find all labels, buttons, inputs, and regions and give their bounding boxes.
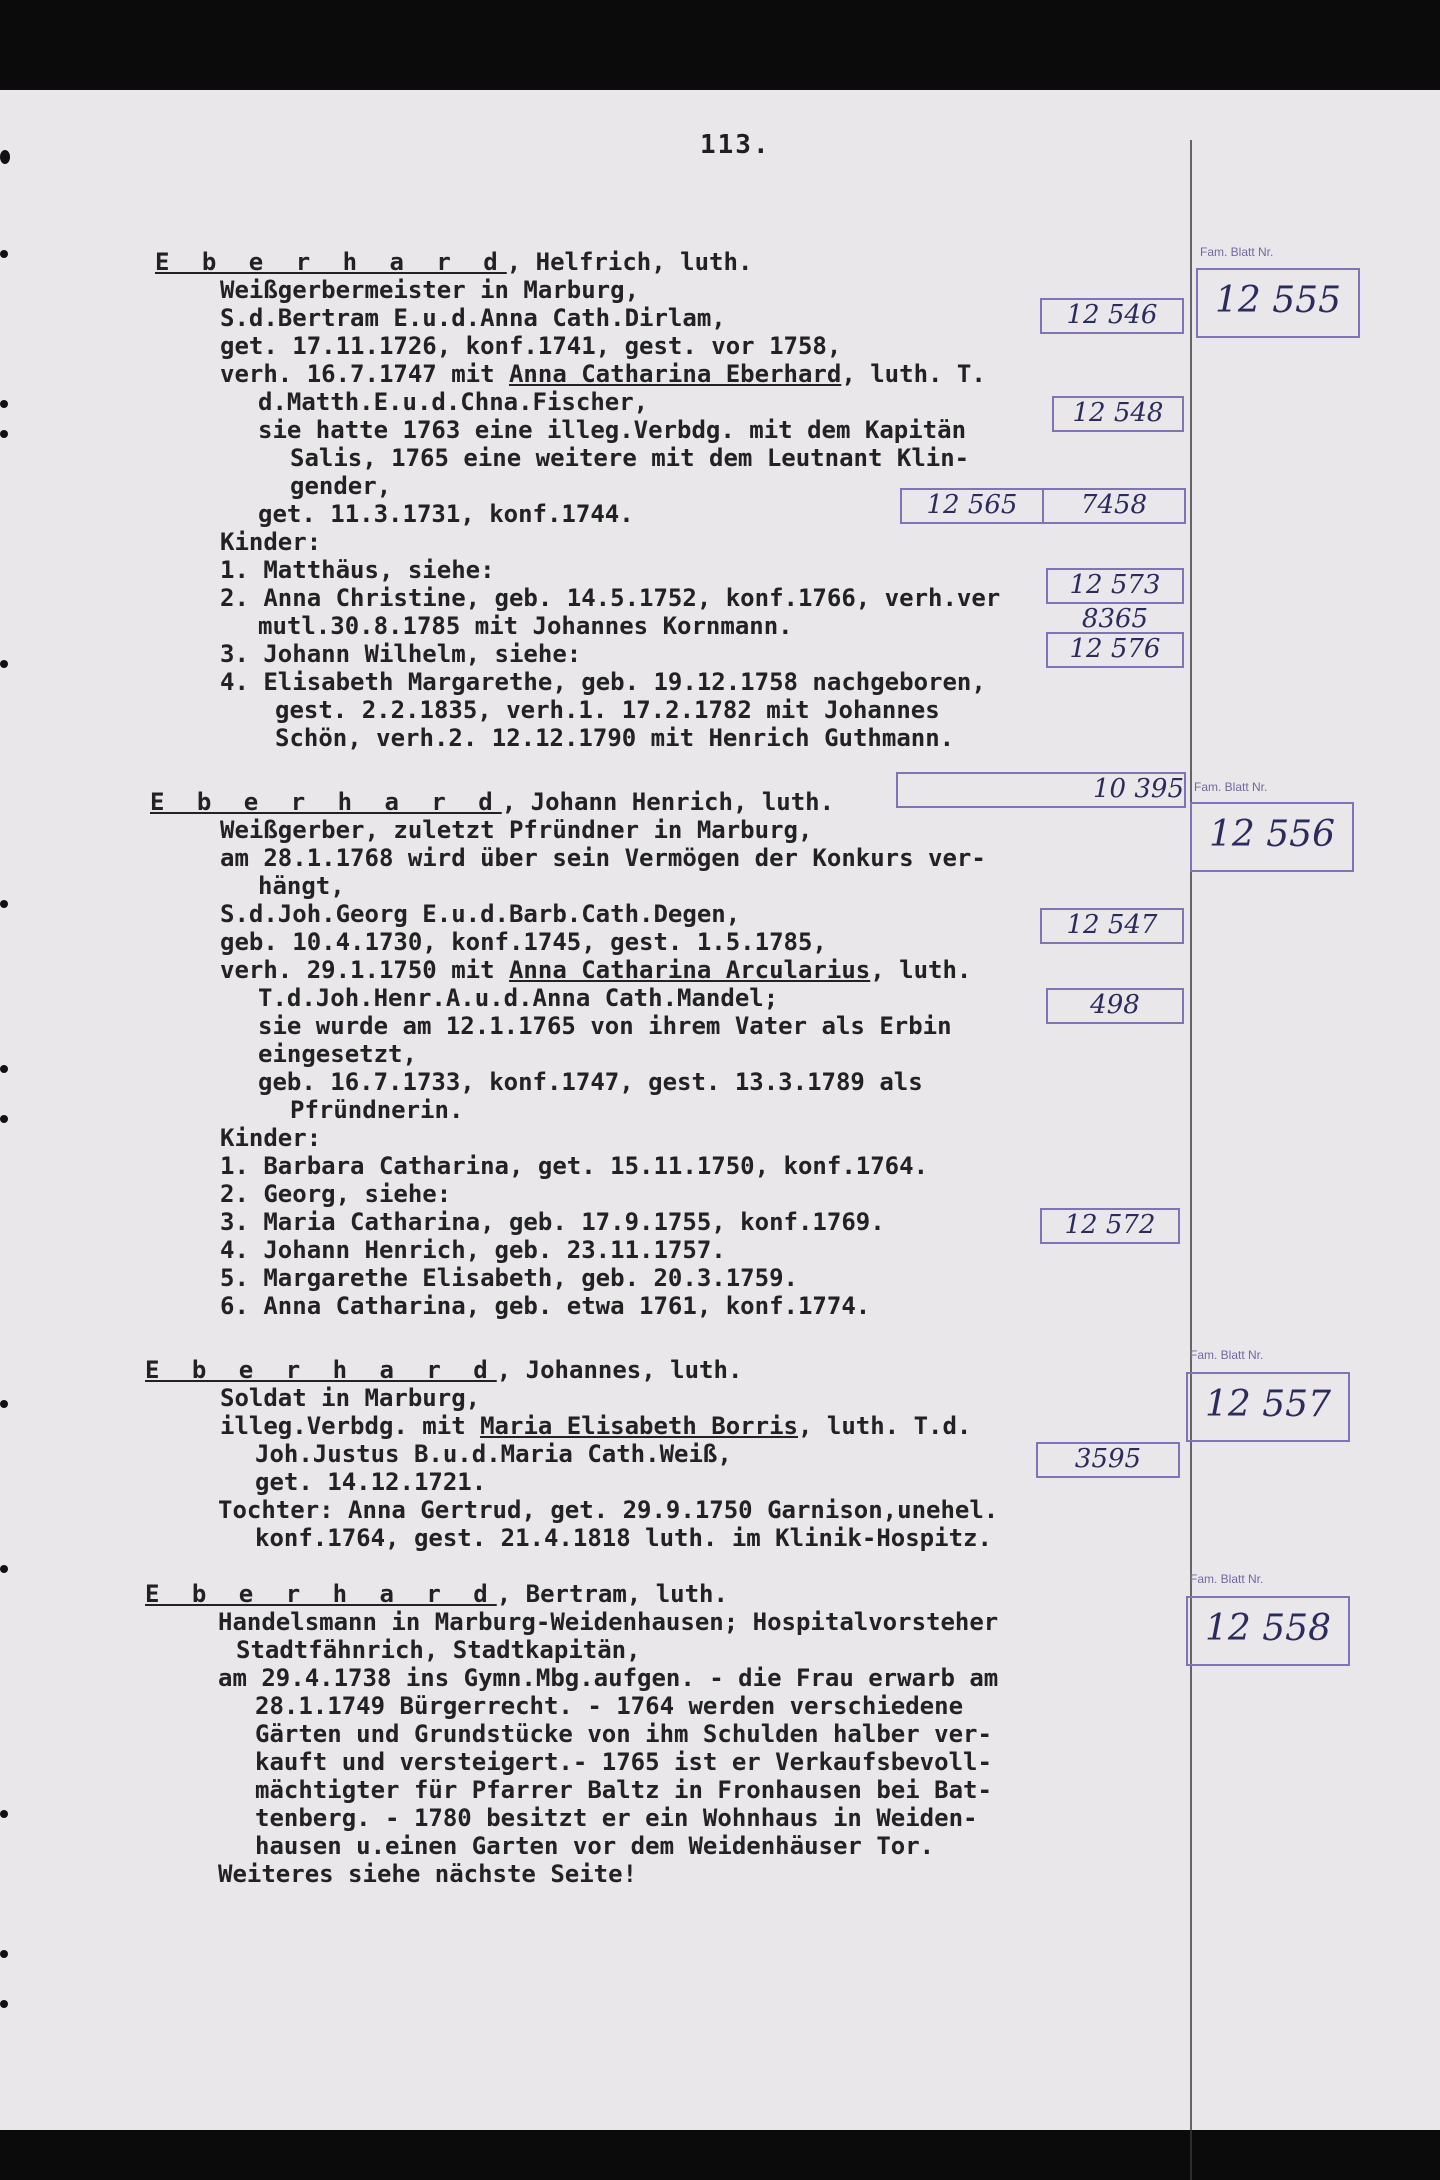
entry-line: Weißgerbermeister in Marburg,	[220, 276, 640, 304]
entry-line: verh. 16.7.1747 mit Anna Catharina Eberhard, luth. T.	[220, 360, 986, 388]
entry-line: get. 17.11.1726, konf.1741, gest. vor 1758,	[220, 332, 842, 360]
entry-line: am 28.1.1768 wird über sein Vermögen der Konkurs ver-	[220, 844, 986, 872]
entry-line: 1. Matthäus, siehe:	[220, 556, 495, 584]
family-sheet-label: Fam. Blatt Nr.	[1190, 1572, 1264, 1586]
entry-line: Pfründnerin.	[290, 1096, 464, 1124]
entry-line: 2. Georg, siehe:	[220, 1180, 452, 1208]
entry-line: geb. 10.4.1730, konf.1745, gest. 1.5.1785,	[220, 928, 827, 956]
entry-line: 3. Maria Catharina, geb. 17.9.1755, konf.1769.	[220, 1208, 885, 1236]
binder-hole	[0, 660, 8, 668]
binder-hole	[0, 2000, 8, 2008]
entry-line: Kinder:	[220, 1124, 322, 1152]
entry-line: Gärten und Grundstücke von ihm Schulden halber ver-	[255, 1720, 992, 1748]
entry-line: gest. 2.2.1835, verh.1. 17.2.1782 mit Johannes	[275, 696, 940, 724]
entry-line: 2. Anna Christine, geb. 14.5.1752, konf.1766, verh.ver	[220, 584, 1001, 612]
record-number-box: 12 565	[900, 488, 1044, 524]
record-number-box: 12 572	[1040, 1208, 1180, 1244]
family-sheet-number: 12 555	[1196, 268, 1360, 338]
entry-line: 3. Johann Wilhelm, siehe:	[220, 640, 582, 668]
entry-line: mächtigter für Pfarrer Baltz in Fronhausen bei Bat-	[255, 1776, 992, 1804]
entry-line: gender,	[290, 472, 392, 500]
entry-line: 4. Elisabeth Margarethe, geb. 19.12.1758 nachgeboren,	[220, 668, 986, 696]
record-number-box: 12 548	[1052, 396, 1184, 432]
document-page	[0, 90, 1440, 2130]
entry-line: 28.1.1749 Bürgerrecht. - 1764 werden verschiedene	[255, 1692, 964, 1720]
entry-line: geb. 16.7.1733, konf.1747, gest. 13.3.1789 als	[258, 1068, 923, 1096]
entry-line: get. 14.12.1721.	[255, 1468, 487, 1496]
entry-line: verh. 29.1.1750 mit Anna Catharina Arcularius, luth.	[220, 956, 972, 984]
record-number-box: 12 573	[1046, 568, 1184, 604]
record-number-box: 12 546	[1040, 298, 1184, 334]
entry-line: Weiteres siehe nächste Seite!	[218, 1860, 638, 1888]
entry-heading: E b e r h a r d, Bertram, luth.	[145, 1580, 728, 1608]
entry-line: konf.1764, gest. 21.4.1818 luth. im Klinik-Hospitz.	[255, 1524, 992, 1552]
margin-divider	[1190, 140, 1192, 2180]
binder-hole	[0, 150, 10, 164]
entry-line: get. 11.3.1731, konf.1744.	[258, 500, 634, 528]
entry-line: 6. Anna Catharina, geb. etwa 1761, konf.1774.	[220, 1292, 871, 1320]
binder-hole	[0, 900, 8, 908]
family-sheet-label: Fam. Blatt Nr.	[1194, 780, 1268, 794]
record-number-box: 3595	[1036, 1442, 1180, 1478]
binder-hole	[0, 1810, 8, 1818]
entry-line: S.d.Bertram E.u.d.Anna Cath.Dirlam,	[220, 304, 726, 332]
entry-line: Tochter: Anna Gertrud, get. 29.9.1750 Garnison,unehel.	[218, 1496, 999, 1524]
binder-hole	[0, 1115, 8, 1123]
entry-line: Joh.Justus B.u.d.Maria Cath.Weiß,	[255, 1440, 732, 1468]
entry-line: 4. Johann Henrich, geb. 23.11.1757.	[220, 1236, 726, 1264]
entry-line: illeg.Verbdg. mit Maria Elisabeth Borris, luth. T.d.	[220, 1412, 972, 1440]
entry-line: Weißgerber, zuletzt Pfründner in Marburg,	[220, 816, 813, 844]
binder-hole	[0, 1065, 8, 1073]
entry-heading: E b e r h a r d, Johann Henrich, luth.	[150, 788, 835, 816]
family-sheet-label: Fam. Blatt Nr.	[1200, 245, 1274, 259]
binder-hole	[0, 250, 8, 258]
entry-line: Soldat in Marburg,	[220, 1384, 481, 1412]
entry-line: d.Matth.E.u.d.Chna.Fischer,	[258, 388, 649, 416]
record-number-box: 10 395	[896, 772, 1186, 808]
record-number-box: 498	[1046, 988, 1184, 1024]
entry-line: mutl.30.8.1785 mit Johannes Kornmann.	[258, 612, 793, 640]
entry-line: Salis, 1765 eine weitere mit dem Leutnant Klin-	[290, 444, 970, 472]
entry-line: T.d.Joh.Henr.A.u.d.Anna Cath.Mandel;	[258, 984, 779, 1012]
entry-line: 1. Barbara Catharina, get. 15.11.1750, konf.1764.	[220, 1152, 929, 1180]
entry-line: kauft und versteigert.- 1765 ist er Verkaufsbevoll-	[255, 1748, 992, 1776]
entry-line: Stadtfähnrich, Stadtkapitän,	[236, 1636, 641, 1664]
entry-line: Handelsmann in Marburg-Weidenhausen; Hospitalvorsteher	[218, 1608, 999, 1636]
binder-hole	[0, 1950, 8, 1958]
family-sheet-number: 12 558	[1186, 1596, 1350, 1666]
entry-line: hängt,	[258, 872, 345, 900]
family-sheet-label: Fam. Blatt Nr.	[1190, 1348, 1264, 1362]
binder-hole	[0, 1565, 8, 1573]
entry-heading: E b e r h a r d, Johannes, luth.	[145, 1356, 743, 1384]
page-number: 113.	[700, 130, 771, 160]
entry-line: am 29.4.1738 ins Gymn.Mbg.aufgen. - die Frau erwarb am	[218, 1664, 999, 1692]
binder-hole	[0, 1400, 8, 1408]
record-number-box: 12 547	[1040, 908, 1184, 944]
binder-hole	[0, 430, 8, 438]
entry-line: 5. Margarethe Elisabeth, geb. 20.3.1759.	[220, 1264, 798, 1292]
family-sheet-number: 12 556	[1190, 802, 1354, 872]
entry-line: S.d.Joh.Georg E.u.d.Barb.Cath.Degen,	[220, 900, 741, 928]
entry-line: tenberg. - 1780 besitzt er ein Wohnhaus in Weiden-	[255, 1804, 978, 1832]
entry-line: sie wurde am 12.1.1765 von ihrem Vater als Erbin	[258, 1012, 952, 1040]
record-number-box: 8365	[1081, 604, 1149, 634]
entry-line: Schön, verh.2. 12.12.1790 mit Henrich Guthmann.	[275, 724, 955, 752]
entry-heading: E b e r h a r d, Helfrich, luth.	[155, 248, 753, 276]
entry-line: Kinder:	[220, 528, 322, 556]
record-number-box: 7458	[1042, 488, 1186, 524]
entry-line: sie hatte 1763 eine illeg.Verbdg. mit dem Kapitän	[258, 416, 967, 444]
record-number-box: 12 576	[1046, 632, 1184, 668]
binder-hole	[0, 400, 8, 408]
entry-line: eingesetzt,	[258, 1040, 417, 1068]
entry-line: hausen u.einen Garten vor dem Weidenhäuser Tor.	[255, 1832, 935, 1860]
family-sheet-number: 12 557	[1186, 1372, 1350, 1442]
